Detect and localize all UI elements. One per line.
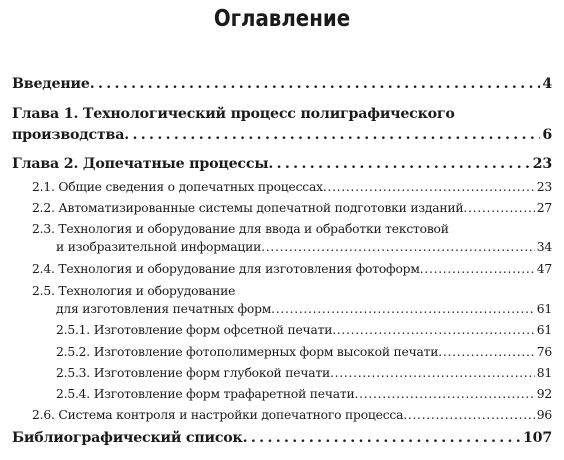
dot-leader — [403, 408, 535, 422]
toc-entry-label: 2.5.3. Изготовление форм глубокой печати — [56, 366, 330, 380]
toc-entry-label: 2.4. Технология и оборудование для изготовления фотоформ — [32, 262, 420, 276]
toc-entry-label: 2.6. Система контроля и настройки допечатного процесса — [32, 408, 404, 422]
toc-page-number: 23 — [536, 180, 552, 194]
toc-entry-chapter-1[interactable] — [12, 127, 552, 143]
toc-page-number: 61 — [536, 302, 552, 316]
toc-page-number: 23 — [532, 156, 552, 172]
dot-leader — [124, 127, 540, 143]
toc-page-number: 4 — [542, 76, 552, 92]
toc-entry-introduction[interactable] — [12, 76, 552, 92]
toc-entry-label: производства — [12, 127, 125, 143]
toc-entry-label: Введение — [12, 76, 90, 92]
toc-page-number: 47 — [536, 262, 552, 276]
dot-leader — [420, 262, 535, 276]
toc-page-number: 92 — [536, 387, 552, 401]
toc-entry-label: 2.5.4. Изготовление форм трафаретной печати — [56, 387, 355, 401]
toc-entry-chapter-2[interactable] — [12, 156, 552, 172]
toc-entry-2-1[interactable] — [32, 180, 552, 194]
dot-leader — [463, 201, 534, 215]
toc-entry-2-5-2[interactable] — [56, 345, 552, 359]
toc-entry-label: 2.5.1. Изготовление форм офсетной печати — [56, 323, 333, 337]
toc-page-number: 107 — [522, 430, 552, 446]
toc-entry-label: Глава 2. Допечатные процессы — [12, 156, 269, 172]
toc-entry-label: и изобразительной информации — [56, 240, 262, 254]
dot-leader — [332, 323, 535, 337]
toc-page-number: 76 — [536, 345, 552, 359]
toc-page-number: 61 — [536, 323, 552, 337]
dot-leader — [330, 366, 535, 380]
toc-entry-label: Библиографический список — [12, 430, 243, 446]
dot-leader — [261, 240, 535, 254]
toc-entry-2-5-1[interactable] — [56, 323, 552, 337]
dot-leader — [323, 180, 535, 194]
dot-leader — [90, 76, 541, 92]
toc-entry-2-2[interactable] — [32, 201, 552, 215]
toc-page-number: 34 — [536, 240, 552, 254]
toc-entry-2-3[interactable] — [56, 240, 552, 254]
dot-leader — [271, 302, 535, 316]
toc-entry-2-5-line1[interactable]: 2.5. Технология и оборудование — [32, 284, 236, 298]
toc-entry-label: для изготовления печатных форм — [56, 302, 272, 316]
toc-entry-2-4[interactable] — [32, 262, 552, 276]
dot-leader — [243, 430, 521, 446]
toc-entry-2-6[interactable] — [32, 408, 552, 422]
dot-leader — [438, 345, 534, 359]
toc-entry-2-5-3[interactable] — [56, 366, 552, 380]
toc-page-number: 81 — [536, 366, 552, 380]
dot-leader — [268, 156, 530, 172]
toc-entry-chapter-1-line1[interactable]: Глава 1. Технологический процесс полиграфического — [12, 106, 455, 122]
toc-entry-2-3-line1[interactable]: 2.3. Технология и оборудование для ввода и обработки текстовой — [32, 222, 449, 236]
dot-leader — [355, 387, 535, 401]
toc-entry-label: 2.5.2. Изготовление фотополимерных форм высокой печати — [56, 345, 439, 359]
toc-entry-label: 2.1. Общие сведения о допечатных процессах — [32, 180, 323, 194]
toc-page-number: 96 — [536, 408, 552, 422]
toc-page-number: 27 — [536, 201, 552, 215]
toc-entry-2-5[interactable] — [56, 302, 552, 316]
toc-entry-2-5-4[interactable] — [56, 387, 552, 401]
toc-entry-label: 2.2. Автоматизированные системы допечатной подготовки изданий — [32, 201, 464, 215]
toc-page-number: 6 — [542, 127, 552, 143]
toc-entry-bibliography[interactable] — [12, 430, 552, 446]
page-title: Оглавление — [213, 6, 351, 32]
